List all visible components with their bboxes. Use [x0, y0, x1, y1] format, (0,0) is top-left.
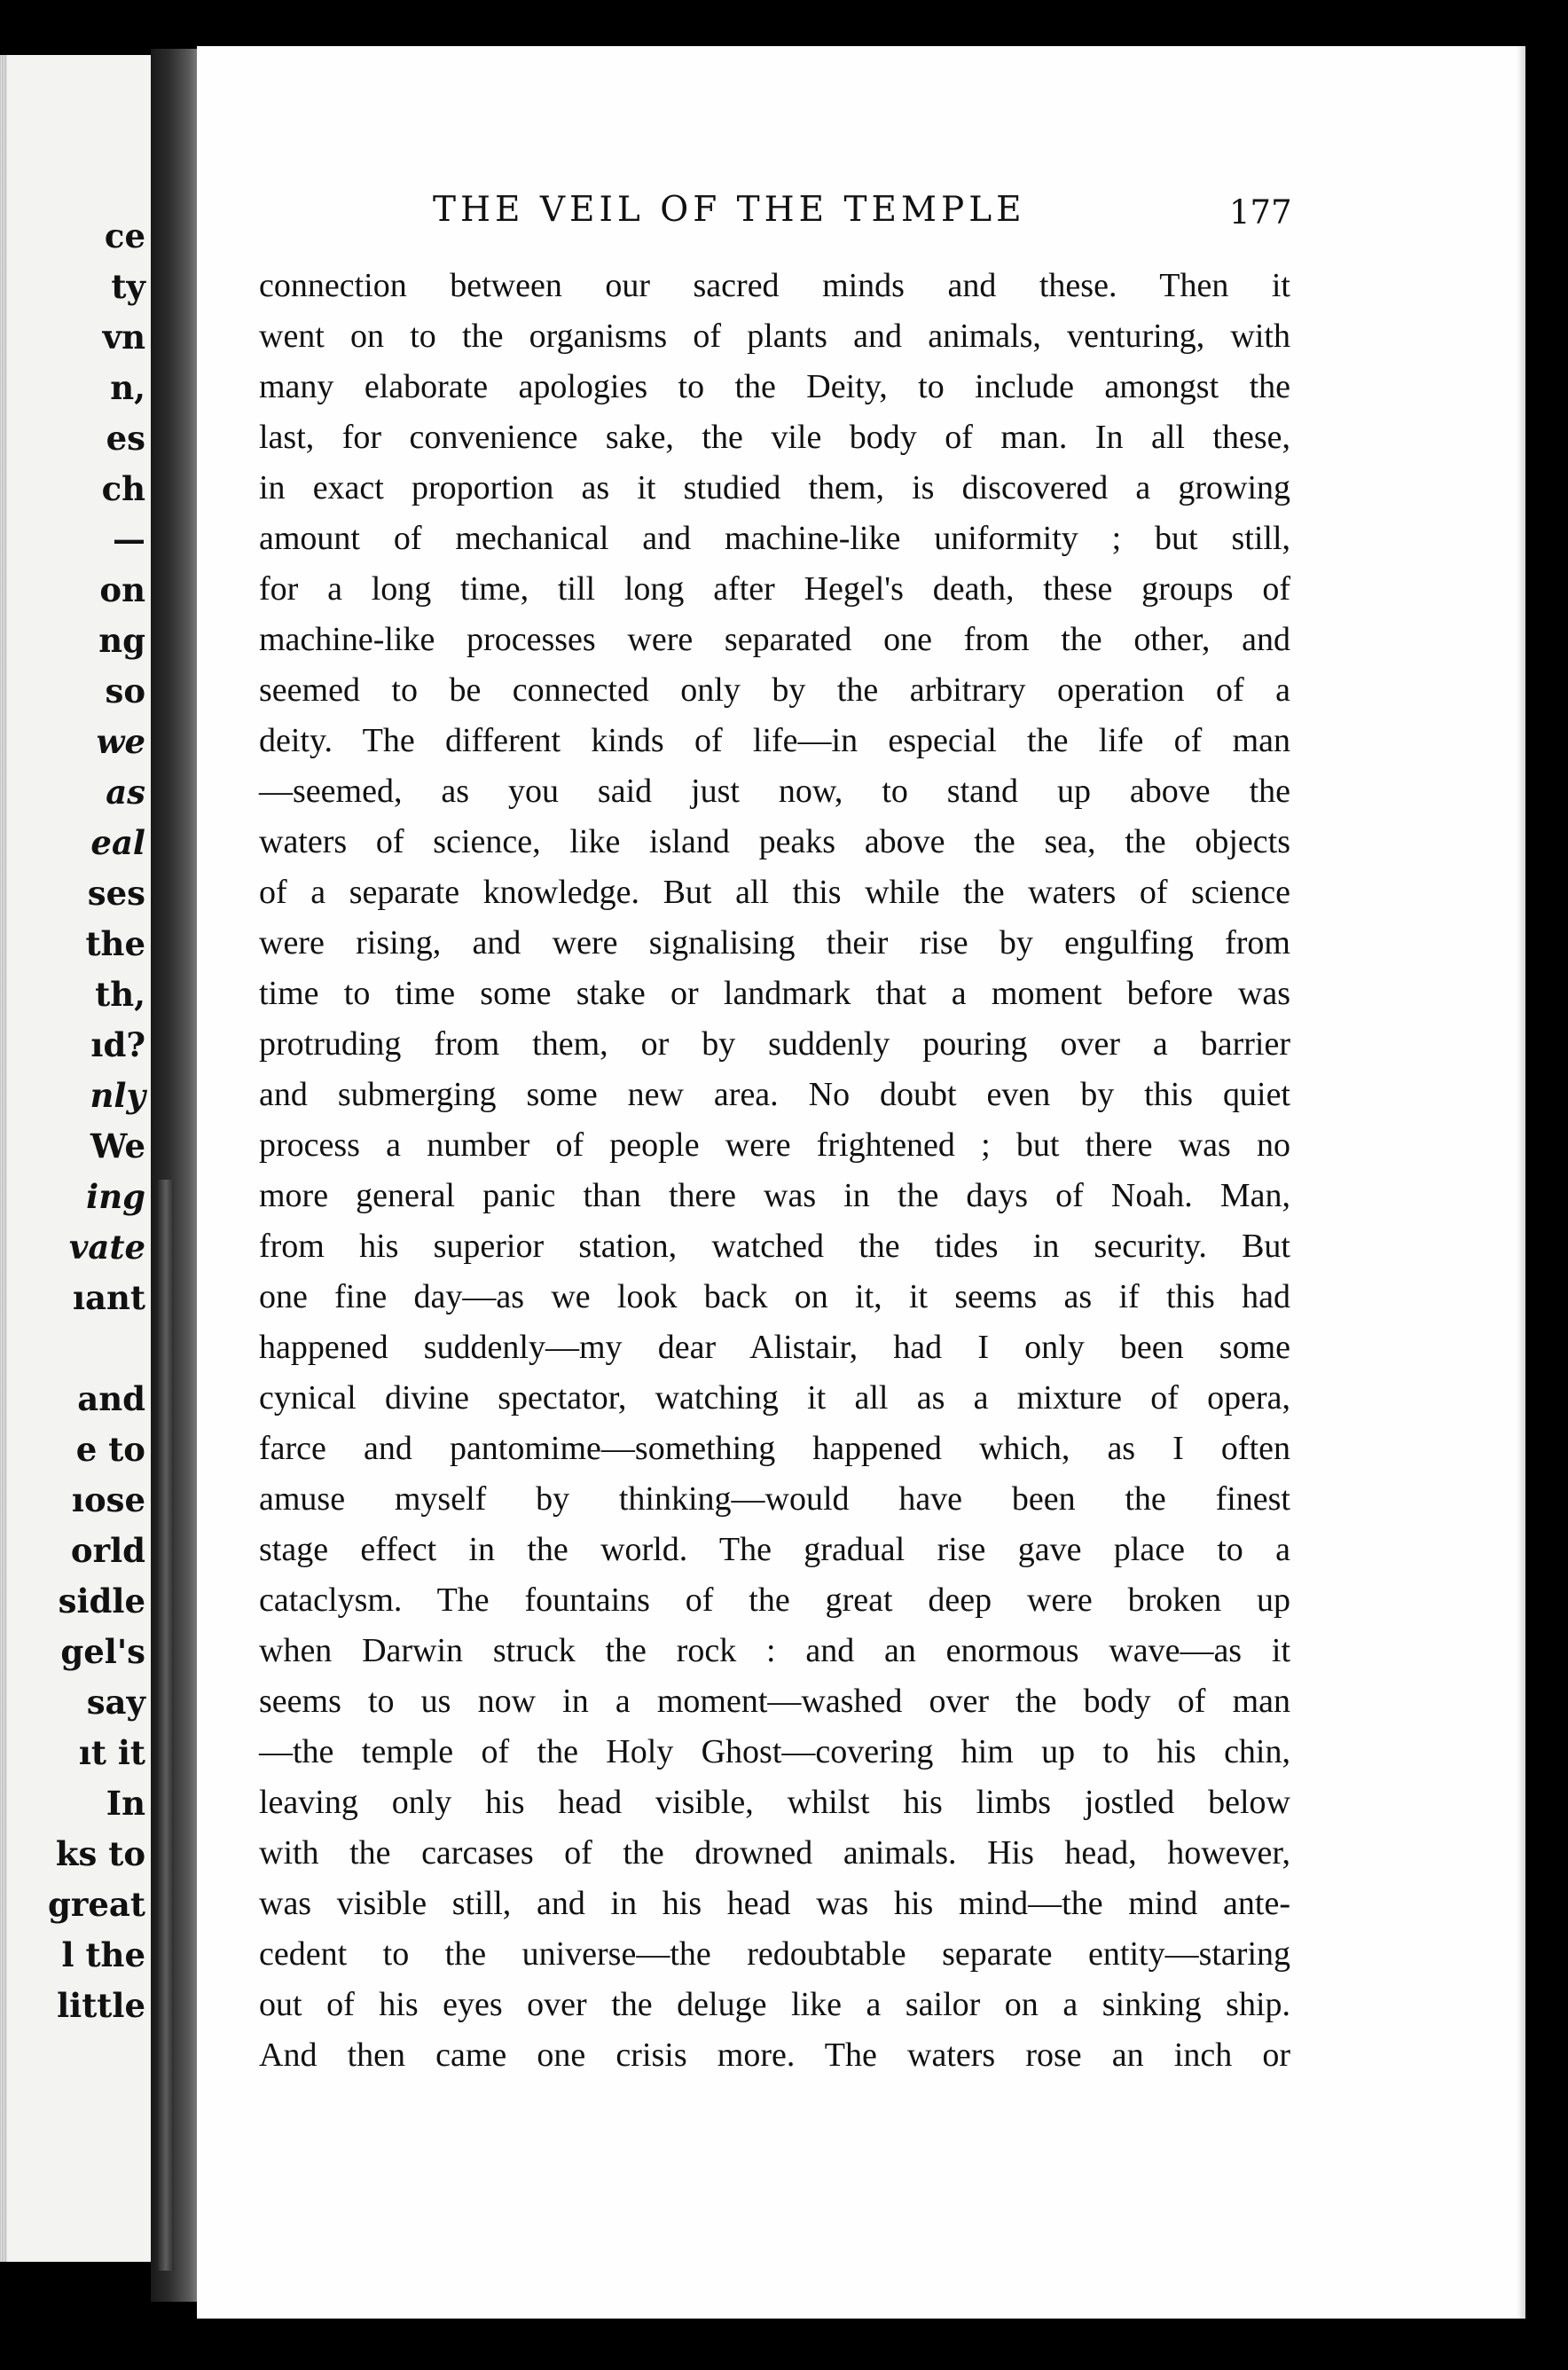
text-fragment: ch: [101, 469, 145, 508]
text-fragment: ks to: [55, 1834, 145, 1873]
text-line: amuse myself by thinking—would have been the finest: [259, 1480, 1290, 1518]
text-fragment: great: [48, 1885, 145, 1924]
text-line: one fine day—as we look back on it, it seems as if this had: [259, 1278, 1290, 1315]
text-line: out of his eyes over the deluge like a sailor on a sinking ship.: [259, 1986, 1290, 2023]
text-fragment: so: [105, 671, 145, 710]
text-fragment: es: [106, 419, 145, 458]
text-fragment: on: [99, 570, 145, 609]
text-line: stage effect in the world. The gradual rise gave place to a: [259, 1531, 1290, 1568]
text-line: deity. The different kinds of life—in especial the life of man: [259, 722, 1290, 759]
text-fragment: n,: [110, 368, 145, 407]
text-line: cynical divine spectator, watching it all as a mixture of opera,: [259, 1379, 1290, 1417]
text-fragment: ıt it: [78, 1733, 145, 1772]
text-fragment: as: [106, 773, 145, 812]
text-fragment: gel's: [60, 1632, 145, 1671]
text-line: went on to the organisms of plants and animals, venturing, with: [259, 318, 1290, 355]
page-number: 177: [1229, 193, 1292, 232]
text-line: happened suddenly—my dear Alistair, had I only been some: [259, 1329, 1290, 1366]
gutter-shadow: [158, 1180, 174, 2271]
text-line: seems to us now in a moment—washed over the body of man: [259, 1683, 1290, 1720]
text-line: cedent to the universe—the redoubtable separate entity—staring: [259, 1935, 1290, 1973]
text-fragment: In: [106, 1784, 145, 1823]
text-fragment: ce: [104, 216, 145, 255]
text-line: and submerging some new area. No doubt even by this quiet: [259, 1076, 1290, 1113]
text-fragment: ıant: [72, 1278, 145, 1317]
text-fragment: ty: [111, 267, 145, 306]
text-line: were rising, and were signalising their rise by engulfing from: [259, 924, 1290, 961]
text-line: And then came one crisis more. The waters rose an inch or: [259, 2036, 1290, 2074]
text-line: in exact proportion as it studied them, is discovered a growing: [259, 469, 1290, 506]
text-fragment: ıd?: [90, 1025, 145, 1064]
text-line: was visible still, and in his head was his mind—the mind ante-: [259, 1885, 1290, 1922]
text-line: many elaborate apologies to the Deity, to include amongst the: [259, 368, 1290, 405]
text-line: of a separate knowledge. But all this while the waters of science: [259, 874, 1290, 911]
text-line: more general panic than there was in the days of Noah. Man,: [259, 1177, 1290, 1214]
text-line: connection between our sacred minds and these. Then it: [259, 267, 1290, 304]
running-head: THE VEIL OF THE TEMPLE: [433, 190, 1026, 230]
text-line: machine-like processes were separated one from the other, and: [259, 621, 1290, 658]
text-line: time to time some stake or landmark that a moment before was: [259, 975, 1290, 1012]
text-fragment: vn: [102, 318, 145, 357]
text-fragment: nly: [90, 1076, 145, 1115]
text-fragment: th,: [95, 975, 145, 1014]
page-body-text: [259, 261, 1290, 2081]
text-fragment: eal: [90, 823, 145, 862]
text-line: when Darwin struck the rock : and an enormous wave—as it: [259, 1632, 1290, 1669]
previous-page-fragment: [0, 55, 151, 2262]
text-line: with the carcases of the drowned animals. His head, however,: [259, 1834, 1290, 1872]
text-line: cataclysm. The fountains of the great deep were broken up: [259, 1581, 1290, 1619]
text-fragment: sidle: [58, 1581, 145, 1621]
text-fragment: We: [90, 1126, 145, 1165]
text-fragment: ing: [86, 1177, 145, 1216]
text-line: from his superior station, watched the tides in security. But: [259, 1228, 1290, 1265]
text-fragment: and: [77, 1379, 145, 1418]
text-fragment: say: [86, 1683, 145, 1722]
page-edge: [1517, 46, 1525, 2319]
text-line: —the temple of the Holy Ghost—covering him up to his chin,: [259, 1733, 1290, 1770]
text-fragment: l the: [61, 1935, 145, 1974]
text-fragment: the: [85, 924, 145, 963]
text-fragment: ıose: [71, 1480, 145, 1519]
text-fragment: vate: [68, 1228, 145, 1267]
text-line: leaving only his head visible, whilst his limbs jostled below: [259, 1784, 1290, 1821]
text-line: process a number of people were frightened ; but there was no: [259, 1126, 1290, 1164]
text-line: farce and pantomime—something happened which, as I often: [259, 1430, 1290, 1467]
text-line: waters of science, like island peaks above the sea, the objects: [259, 823, 1290, 860]
page-edge: [0, 55, 7, 2262]
text-fragment: e to: [75, 1430, 145, 1469]
text-line: protruding from them, or by suddenly pouring over a barrier: [259, 1025, 1290, 1063]
text-line: for a long time, till long after Hegel's death, these groups of: [259, 570, 1290, 608]
text-line: —seemed, as you said just now, to stand up above the: [259, 773, 1290, 810]
text-line: seemed to be connected only by the arbitrary operation of a: [259, 671, 1290, 709]
text-fragment: orld: [70, 1531, 145, 1570]
text-fragment: little: [57, 1986, 145, 2025]
text-fragment: we: [96, 722, 145, 761]
text-line: last, for convenience sake, the vile body of man. In all these,: [259, 419, 1290, 456]
text-fragment: ses: [87, 874, 145, 913]
text-line: amount of mechanical and machine-like uniformity ; but still,: [259, 520, 1290, 557]
text-fragment: ng: [98, 621, 145, 660]
text-fragment: —: [113, 520, 145, 559]
